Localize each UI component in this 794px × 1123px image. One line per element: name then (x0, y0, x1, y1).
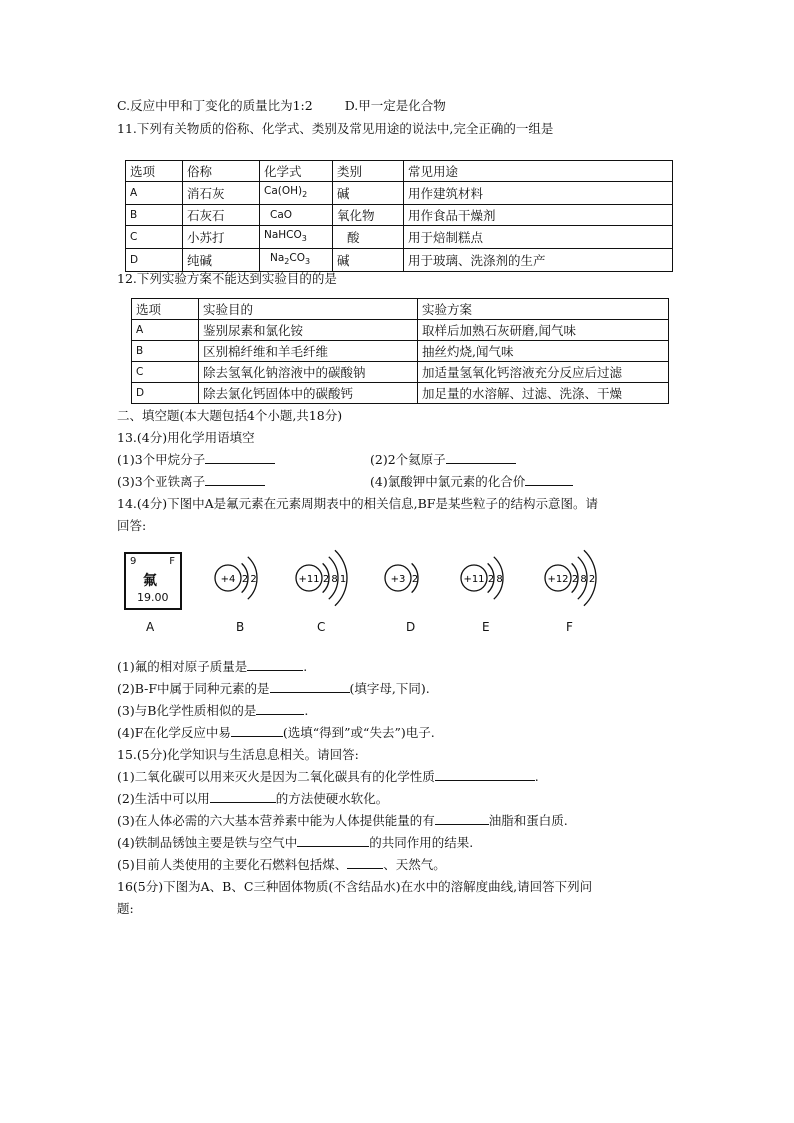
answer-blank[interactable] (270, 680, 350, 693)
table-header-cell: 化学式 (260, 161, 333, 182)
answer-blank[interactable] (205, 451, 275, 464)
q13-row2b: (4)氯酸钾中氯元素的化合价 (370, 473, 573, 491)
shell-electron-count: 8 (580, 574, 587, 585)
table-header-cell: 类别 (333, 161, 404, 182)
option-cell: A (132, 320, 199, 341)
plan-cell: 加足量的水溶解、过滤、洗涤、干燥 (418, 383, 669, 404)
q12-stem: 12.下列实验方案不能达到实验目的的是 (117, 271, 337, 286)
use-cell: 用作建筑材料 (404, 182, 673, 205)
table-header-row (132, 299, 669, 320)
answer-blank[interactable] (231, 724, 283, 737)
q14-part4: (4)F在化学反应中易 (选填“得到”或“失去”)电子. (117, 725, 435, 740)
q14-stem-cont: 回答: (117, 518, 147, 533)
atom-diagram-b (215, 557, 257, 599)
table-header-cell: 选项 (126, 161, 183, 182)
goal-cell: 除去氢氧化钠溶液中的碳酸钠 (199, 362, 418, 383)
shell-electron-count: 8 (496, 574, 503, 585)
nucleus-charge: +11 (298, 574, 320, 585)
q13-stem: 13.(4分)用化学用语填空 (117, 430, 255, 445)
table-row (132, 341, 669, 362)
element-name: 氟 (143, 573, 157, 589)
option-cell: D (126, 249, 183, 272)
goal-cell: 除去氯化钙固体中的碳酸钙 (199, 383, 418, 404)
q13-row1b: (2)2个氦原子 (370, 451, 516, 469)
q14-part2: (2)B-F中属于同种元素的是 (填字母,下同). (117, 681, 430, 696)
plan-cell: 取样后加熟石灰研磨,闻气味 (418, 320, 669, 341)
use-cell: 用于玻璃、洗涤剂的生产 (404, 249, 673, 272)
common-name-cell: 消石灰 (183, 182, 260, 205)
nucleus-charge: +12 (547, 574, 569, 585)
answer-blank[interactable] (247, 658, 303, 671)
answer-blank[interactable] (205, 473, 265, 486)
table-header-cell: 俗称 (183, 161, 260, 182)
q15-part5: (5)目前人类使用的主要化石燃料包括煤、 、天然气。 (117, 857, 446, 872)
goal-cell: 鉴别尿素和氯化铵 (199, 320, 418, 341)
q15-part2: (2)生活中可以用 的方法使硬水软化。 (117, 791, 389, 806)
atom-diagram-f (545, 550, 596, 606)
formula-cell: $Na_2CO_3$ (260, 249, 333, 272)
plan-cell: 加适量氢氧化钙溶液充分反应后过滤 (418, 362, 669, 383)
section-title: 二、填空题(本大题包括4个小题,共18分) (117, 408, 343, 423)
use-cell: 用作食品干燥剂 (404, 205, 673, 226)
figure-label: D (406, 620, 416, 634)
category-cell: 氧化物 (333, 205, 404, 226)
answer-blank[interactable] (347, 856, 383, 869)
option-cell: D (132, 383, 199, 404)
atom-diagram-d (385, 563, 418, 592)
formula-cell: $Ca(OH)_2$ (260, 182, 333, 205)
shell-electron-count: 2 (411, 574, 419, 585)
table-row (132, 383, 669, 404)
q13-row1: (1)3个甲烷分子 (117, 451, 275, 469)
q11-table (125, 160, 673, 272)
figure-label: F (566, 620, 573, 634)
q13-row2: (3)3个亚铁离子 (117, 473, 265, 491)
q10-option-d: D.甲一定是化合物 (344, 98, 446, 113)
table-row (126, 226, 673, 249)
nucleus-charge: +3 (390, 574, 406, 585)
q15-part1: (1)二氧化碳可以用来灭火是因为二氧化碳具有的化学性质 . (117, 769, 539, 784)
atom-structure-diagrams (0, 535, 794, 620)
answer-blank[interactable] (446, 451, 516, 464)
plan-cell: 抽丝灼烧,闻气味 (418, 341, 669, 362)
q11-stem: 11.下列有关物质的俗称、化学式、类别及常见用途的说法中,完全正确的一组是 (117, 121, 554, 136)
goal-cell: 区别棉纤维和羊毛纤维 (199, 341, 418, 362)
shell-electron-count: 2 (487, 574, 495, 585)
figure-label: A (146, 620, 155, 634)
nucleus-charge: +11 (463, 574, 485, 585)
option-cell: A (126, 182, 183, 205)
q14-stem: 14.(4分)下图中A是氟元素在元素周期表中的相关信息,BF是某些粒子的结构示意图。请 (117, 496, 598, 511)
table-header-cell: 选项 (132, 299, 199, 320)
q10-option-line (117, 97, 446, 115)
table-row (126, 249, 673, 272)
atom-diagram-e (461, 557, 503, 599)
answer-blank[interactable] (525, 473, 573, 486)
table-header-cell: 实验方案 (418, 299, 669, 320)
q16-stem-cont: 题: (117, 901, 134, 916)
common-name-cell: 石灰石 (183, 205, 260, 226)
table-header-cell: 常见用途 (404, 161, 673, 182)
shell-electron-count: 2 (571, 574, 579, 585)
figure-label: E (482, 620, 490, 634)
category-cell: 酸 (333, 226, 404, 249)
option-cell: C (126, 226, 183, 249)
option-cell: C (132, 362, 199, 383)
q15-part3: (3)在人体必需的六大基本营养素中能为人体提供能量的有 油脂和蛋白质. (117, 813, 568, 828)
formula-cell: CaO (260, 205, 333, 226)
q14-part3: (3)与B化学性质相似的是 . (117, 703, 309, 718)
table-row (132, 320, 669, 341)
answer-blank[interactable] (435, 768, 535, 781)
category-cell: 碱 (333, 182, 404, 205)
shell-electron-count: 1 (339, 574, 347, 585)
q12-table (131, 298, 669, 404)
atomic-number: 9 (130, 556, 137, 567)
q10-option-c: C.反应中甲和丁变化的质量比为1:2 (117, 98, 313, 113)
common-name-cell: 纯碱 (183, 249, 260, 272)
figure-label: C (317, 620, 326, 634)
figure-label: B (236, 620, 245, 634)
use-cell: 用于焙制糕点 (404, 226, 673, 249)
atom-diagram-c (296, 550, 347, 606)
shell-electron-count: 2 (322, 574, 330, 585)
table-row (126, 182, 673, 205)
q15-part4: (4)铁制品锈蚀主要是铁与空气中 的共同作用的结果. (117, 835, 474, 850)
table-row (126, 205, 673, 226)
table-header-cell: 实验目的 (199, 299, 418, 320)
table-header-row (126, 161, 673, 182)
q16-stem: 16(5分)下图为A、B、C三种固体物质(不含结品水)在水中的溶解度曲线,请回答下列问 (117, 879, 593, 894)
option-cell: B (132, 341, 199, 362)
shell-electron-count: 2 (588, 574, 596, 585)
table-row (132, 362, 669, 383)
common-name-cell: 小苏打 (183, 226, 260, 249)
atomic-mass: 19.00 (137, 591, 169, 604)
formula-cell: NaHCO$_3$ (260, 226, 333, 249)
answer-blank[interactable] (256, 702, 304, 715)
category-cell: 碱 (333, 249, 404, 272)
answer-blank[interactable] (297, 834, 369, 847)
option-cell: B (126, 205, 183, 226)
shell-electron-count: 2 (250, 574, 257, 585)
q15-stem: 15.(5分)化学知识与生活息息相关。请回答: (117, 747, 359, 762)
shell-electron-count: 8 (331, 574, 338, 585)
nucleus-charge: +4 (220, 574, 236, 585)
answer-blank[interactable] (435, 812, 489, 825)
answer-blank[interactable] (210, 790, 276, 803)
q14-part1: (1)氟的相对原子质量是 . (117, 659, 308, 674)
shell-electron-count: 2 (241, 574, 249, 585)
element-symbol: F (169, 556, 175, 567)
